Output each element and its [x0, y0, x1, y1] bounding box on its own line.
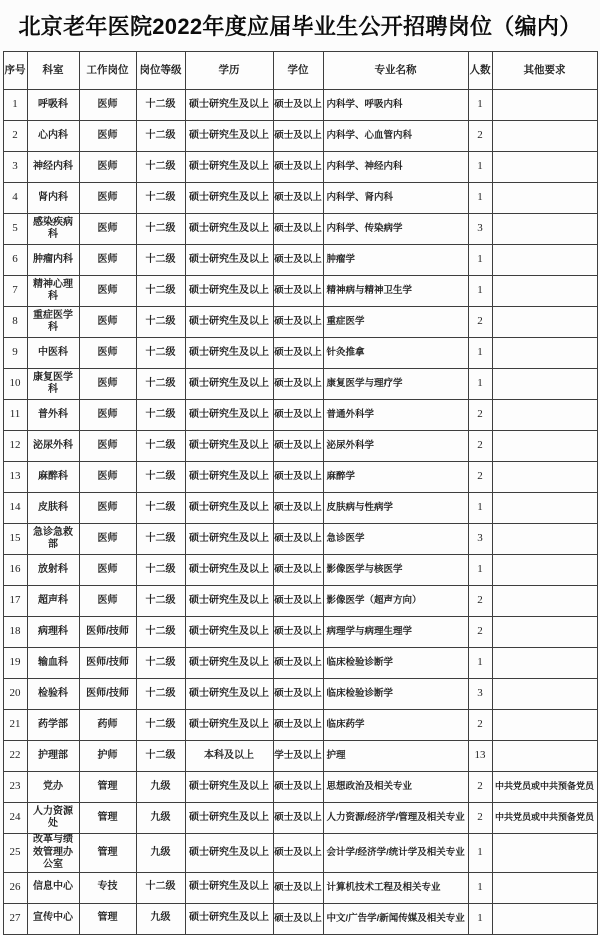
cell-post-level: 十二级: [136, 586, 185, 617]
cell-number: 19: [3, 648, 27, 679]
cell-other-req: [492, 524, 597, 555]
cell-other-req: [492, 214, 597, 245]
cell-headcount: 1: [468, 276, 492, 307]
cell-other-req: [492, 872, 597, 903]
table-row: [3, 903, 597, 934]
table-row: [3, 493, 597, 524]
cell-major: 临床检验诊断学: [323, 648, 468, 679]
cell-other-req: [492, 834, 597, 873]
cell-headcount: 3: [468, 524, 492, 555]
cell-headcount: 2: [468, 586, 492, 617]
cell-department: 信息中心: [27, 872, 79, 903]
cell-other-req: [492, 90, 597, 121]
cell-job-position: 管理: [79, 772, 136, 803]
cell-department: 康复医学科: [27, 369, 79, 400]
cell-other-req: [492, 462, 597, 493]
cell-department: 药学部: [27, 710, 79, 741]
table-row: [3, 524, 597, 555]
cell-major: 计算机技术工程及相关专业: [323, 872, 468, 903]
table-row: [3, 803, 597, 834]
cell-major: 思想政治及相关专业: [323, 772, 468, 803]
cell-department: 人力资源处: [27, 803, 79, 834]
cell-headcount: 1: [468, 152, 492, 183]
cell-education: 硕士研究生及以上: [185, 121, 273, 152]
cell-department: 心内科: [27, 121, 79, 152]
cell-degree: 硕士及以上: [273, 903, 323, 934]
cell-headcount: 1: [468, 555, 492, 586]
cell-education: 硕士研究生及以上: [185, 834, 273, 873]
cell-education: 本科及以上: [185, 741, 273, 772]
cell-degree: 硕士及以上: [273, 90, 323, 121]
cell-job-position: 管理: [79, 834, 136, 873]
cell-post-level: 九级: [136, 803, 185, 834]
cell-department: 皮肤科: [27, 493, 79, 524]
cell-department: 精神心理科: [27, 276, 79, 307]
cell-major: 皮肤病与性病学: [323, 493, 468, 524]
col-header-job: 工作岗位: [79, 52, 136, 90]
cell-education: 硕士研究生及以上: [185, 803, 273, 834]
cell-department: 普外科: [27, 400, 79, 431]
col-header-edu: 学历: [185, 52, 273, 90]
cell-major: 康复医学与理疗学: [323, 369, 468, 400]
cell-post-level: 十二级: [136, 462, 185, 493]
cell-degree: 硕士及以上: [273, 276, 323, 307]
cell-headcount: 2: [468, 400, 492, 431]
cell-major: 人力资源/经济学/管理及相关专业: [323, 803, 468, 834]
cell-education: 硕士研究生及以上: [185, 214, 273, 245]
cell-major: 病理学与病理生理学: [323, 617, 468, 648]
cell-job-position: 医师/技师: [79, 648, 136, 679]
cell-other-req: [492, 245, 597, 276]
col-header-degree: 学位: [273, 52, 323, 90]
cell-job-position: 管理: [79, 903, 136, 934]
cell-post-level: 十二级: [136, 152, 185, 183]
title-bar: [0, 0, 600, 51]
cell-number: 20: [3, 679, 27, 710]
table-body: [3, 90, 597, 935]
cell-post-level: 十二级: [136, 431, 185, 462]
cell-job-position: 医师: [79, 214, 136, 245]
cell-department: 检验科: [27, 679, 79, 710]
cell-job-position: 医师: [79, 245, 136, 276]
cell-headcount: 3: [468, 679, 492, 710]
cell-number: 3: [3, 152, 27, 183]
cell-major: 内科学、神经内科: [323, 152, 468, 183]
cell-headcount: 1: [468, 183, 492, 214]
cell-number: 4: [3, 183, 27, 214]
cell-number: 15: [3, 524, 27, 555]
cell-education: 硕士研究生及以上: [185, 555, 273, 586]
table-row: [3, 307, 597, 338]
table-row: [3, 772, 597, 803]
cell-headcount: 2: [468, 462, 492, 493]
cell-department: 感染疾病科: [27, 214, 79, 245]
cell-other-req: [492, 586, 597, 617]
cell-degree: 硕士及以上: [273, 183, 323, 214]
cell-major: 会计学/经济学/统计学及相关专业: [323, 834, 468, 873]
cell-degree: 硕士及以上: [273, 462, 323, 493]
cell-other-req: [492, 903, 597, 934]
cell-job-position: 医师: [79, 586, 136, 617]
cell-post-level: 十二级: [136, 245, 185, 276]
cell-number: 22: [3, 741, 27, 772]
cell-post-level: 十二级: [136, 214, 185, 245]
cell-job-position: 医师/技师: [79, 679, 136, 710]
cell-education: 硕士研究生及以上: [185, 617, 273, 648]
col-header-count: 人数: [468, 52, 492, 90]
cell-post-level: 十二级: [136, 307, 185, 338]
cell-department: 泌尿外科: [27, 431, 79, 462]
cell-other-req: [492, 307, 597, 338]
table-row: [3, 90, 597, 121]
cell-other-req: [492, 493, 597, 524]
cell-education: 硕士研究生及以上: [185, 152, 273, 183]
cell-number: 8: [3, 307, 27, 338]
cell-department: 放射科: [27, 555, 79, 586]
cell-other-req: 中共党员或中共预备党员: [492, 803, 597, 834]
cell-degree: 硕士及以上: [273, 307, 323, 338]
cell-department: 肾内科: [27, 183, 79, 214]
cell-department: 麻醉科: [27, 462, 79, 493]
col-header-no: 序号: [3, 52, 27, 90]
cell-post-level: 十二级: [136, 648, 185, 679]
cell-post-level: 十二级: [136, 617, 185, 648]
cell-department: 呼吸科: [27, 90, 79, 121]
cell-post-level: 十二级: [136, 679, 185, 710]
cell-other-req: [492, 710, 597, 741]
cell-major: 普通外科学: [323, 400, 468, 431]
cell-major: 肿瘤学: [323, 245, 468, 276]
cell-headcount: 2: [468, 617, 492, 648]
cell-headcount: 1: [468, 245, 492, 276]
cell-degree: 硕士及以上: [273, 338, 323, 369]
cell-number: 1: [3, 90, 27, 121]
col-header-level: 岗位等级: [136, 52, 185, 90]
cell-number: 6: [3, 245, 27, 276]
cell-number: 5: [3, 214, 27, 245]
cell-department: 改革与绩效管理办公室: [27, 834, 79, 873]
cell-post-level: 十二级: [136, 338, 185, 369]
table-row: [3, 710, 597, 741]
cell-degree: 硕士及以上: [273, 710, 323, 741]
table-row: [3, 648, 597, 679]
cell-job-position: 医师: [79, 338, 136, 369]
cell-department: 神经内科: [27, 152, 79, 183]
cell-degree: 硕士及以上: [273, 586, 323, 617]
cell-education: 硕士研究生及以上: [185, 903, 273, 934]
cell-job-position: 医师: [79, 493, 136, 524]
cell-headcount: 1: [468, 903, 492, 934]
cell-headcount: 1: [468, 872, 492, 903]
cell-education: 硕士研究生及以上: [185, 90, 273, 121]
cell-degree: 学士及以上: [273, 741, 323, 772]
cell-job-position: 专技: [79, 872, 136, 903]
cell-number: 21: [3, 710, 27, 741]
cell-headcount: 13: [468, 741, 492, 772]
cell-job-position: 医师: [79, 400, 136, 431]
cell-education: 硕士研究生及以上: [185, 524, 273, 555]
cell-education: 硕士研究生及以上: [185, 245, 273, 276]
cell-other-req: [492, 400, 597, 431]
cell-degree: 硕士及以上: [273, 803, 323, 834]
cell-post-level: 十二级: [136, 710, 185, 741]
cell-education: 硕士研究生及以上: [185, 307, 273, 338]
cell-job-position: 医师: [79, 90, 136, 121]
cell-number: 11: [3, 400, 27, 431]
cell-headcount: 1: [468, 369, 492, 400]
cell-education: 硕士研究生及以上: [185, 400, 273, 431]
cell-education: 硕士研究生及以上: [185, 431, 273, 462]
page-title: 北京老年医院2022年度应届毕业生公开招聘岗位（编内）: [18, 14, 582, 39]
table-row: [3, 245, 597, 276]
cell-other-req: [492, 369, 597, 400]
cell-department: 肿瘤内科: [27, 245, 79, 276]
cell-department: 急诊急救部: [27, 524, 79, 555]
cell-number: 16: [3, 555, 27, 586]
cell-job-position: 医师: [79, 555, 136, 586]
cell-major: 内科学、肾内科: [323, 183, 468, 214]
cell-department: 护理部: [27, 741, 79, 772]
cell-degree: 硕士及以上: [273, 555, 323, 586]
cell-number: 25: [3, 834, 27, 873]
cell-headcount: 1: [468, 493, 492, 524]
cell-headcount: 2: [468, 772, 492, 803]
cell-job-position: 管理: [79, 803, 136, 834]
cell-number: 14: [3, 493, 27, 524]
cell-job-position: 药师: [79, 710, 136, 741]
cell-degree: 硕士及以上: [273, 369, 323, 400]
cell-degree: 硕士及以上: [273, 872, 323, 903]
cell-major: 中文/广告学/新闻传媒及相关专业: [323, 903, 468, 934]
cell-major: 泌尿外科学: [323, 431, 468, 462]
table-row: [3, 431, 597, 462]
cell-other-req: [492, 617, 597, 648]
cell-major: 内科学、传染病学: [323, 214, 468, 245]
cell-post-level: 十二级: [136, 872, 185, 903]
cell-education: 硕士研究生及以上: [185, 462, 273, 493]
cell-post-level: 九级: [136, 772, 185, 803]
col-header-other: 其他要求: [492, 52, 597, 90]
cell-post-level: 十二级: [136, 183, 185, 214]
cell-post-level: 十二级: [136, 400, 185, 431]
cell-degree: 硕士及以上: [273, 679, 323, 710]
table-row: [3, 121, 597, 152]
table-row: [3, 872, 597, 903]
cell-education: 硕士研究生及以上: [185, 679, 273, 710]
table-row: [3, 586, 597, 617]
cell-degree: 硕士及以上: [273, 648, 323, 679]
cell-number: 18: [3, 617, 27, 648]
table-row: [3, 555, 597, 586]
cell-number: 7: [3, 276, 27, 307]
cell-major: 精神病与精神卫生学: [323, 276, 468, 307]
cell-post-level: 十二级: [136, 524, 185, 555]
cell-department: 党办: [27, 772, 79, 803]
cell-other-req: [492, 152, 597, 183]
cell-number: 26: [3, 872, 27, 903]
cell-post-level: 十二级: [136, 555, 185, 586]
cell-major: 临床药学: [323, 710, 468, 741]
cell-job-position: 医师: [79, 307, 136, 338]
cell-major: 影像医学与核医学: [323, 555, 468, 586]
cell-job-position: 医师: [79, 152, 136, 183]
cell-headcount: 1: [468, 90, 492, 121]
cell-headcount: 2: [468, 307, 492, 338]
cell-department: 超声科: [27, 586, 79, 617]
cell-education: 硕士研究生及以上: [185, 276, 273, 307]
cell-other-req: [492, 431, 597, 462]
cell-post-level: 十二级: [136, 493, 185, 524]
cell-other-req: [492, 338, 597, 369]
cell-education: 硕士研究生及以上: [185, 772, 273, 803]
cell-number: 24: [3, 803, 27, 834]
cell-education: 硕士研究生及以上: [185, 183, 273, 214]
cell-education: 硕士研究生及以上: [185, 493, 273, 524]
cell-education: 硕士研究生及以上: [185, 586, 273, 617]
cell-post-level: 十二级: [136, 741, 185, 772]
table-row: [3, 183, 597, 214]
cell-major: 临床检验诊断学: [323, 679, 468, 710]
cell-headcount: 2: [468, 803, 492, 834]
cell-post-level: 十二级: [136, 369, 185, 400]
cell-major: 针灸推拿: [323, 338, 468, 369]
cell-degree: 硕士及以上: [273, 524, 323, 555]
cell-degree: 硕士及以上: [273, 617, 323, 648]
cell-education: 硕士研究生及以上: [185, 338, 273, 369]
header-row: [3, 52, 597, 90]
cell-job-position: 医师: [79, 121, 136, 152]
cell-other-req: [492, 741, 597, 772]
cell-job-position: 医师: [79, 183, 136, 214]
cell-department: 病理科: [27, 617, 79, 648]
table-row: [3, 400, 597, 431]
cell-education: 硕士研究生及以上: [185, 710, 273, 741]
table-row: [3, 369, 597, 400]
cell-number: 17: [3, 586, 27, 617]
cell-degree: 硕士及以上: [273, 121, 323, 152]
cell-other-req: [492, 555, 597, 586]
col-header-dept: 科室: [27, 52, 79, 90]
recruitment-table: [3, 51, 598, 935]
cell-other-req: [492, 648, 597, 679]
cell-job-position: 医师: [79, 431, 136, 462]
cell-major: 内科学、心血管内科: [323, 121, 468, 152]
cell-degree: 硕士及以上: [273, 431, 323, 462]
cell-post-level: 十二级: [136, 276, 185, 307]
cell-number: 23: [3, 772, 27, 803]
cell-job-position: 医师/技师: [79, 617, 136, 648]
cell-headcount: 2: [468, 431, 492, 462]
cell-other-req: [492, 276, 597, 307]
cell-department: 重症医学科: [27, 307, 79, 338]
cell-number: 2: [3, 121, 27, 152]
cell-other-req: [492, 121, 597, 152]
table-row: [3, 276, 597, 307]
cell-major: 重症医学: [323, 307, 468, 338]
cell-major: 护理: [323, 741, 468, 772]
cell-job-position: 医师: [79, 524, 136, 555]
table-row: [3, 679, 597, 710]
cell-headcount: 1: [468, 648, 492, 679]
cell-degree: 硕士及以上: [273, 493, 323, 524]
table-row: [3, 741, 597, 772]
table-row: [3, 462, 597, 493]
table-row: [3, 617, 597, 648]
cell-education: 硕士研究生及以上: [185, 872, 273, 903]
cell-other-req: [492, 183, 597, 214]
table-row: [3, 214, 597, 245]
cell-department: 输血科: [27, 648, 79, 679]
cell-degree: 硕士及以上: [273, 772, 323, 803]
cell-education: 硕士研究生及以上: [185, 648, 273, 679]
cell-degree: 硕士及以上: [273, 834, 323, 873]
cell-post-level: 十二级: [136, 90, 185, 121]
cell-post-level: 十二级: [136, 121, 185, 152]
cell-number: 13: [3, 462, 27, 493]
cell-other-req: 中共党员或中共预备党员: [492, 772, 597, 803]
col-header-major: 专业名称: [323, 52, 468, 90]
table-row: [3, 338, 597, 369]
cell-department: 中医科: [27, 338, 79, 369]
cell-headcount: 1: [468, 338, 492, 369]
cell-number: 12: [3, 431, 27, 462]
cell-number: 10: [3, 369, 27, 400]
cell-headcount: 3: [468, 214, 492, 245]
cell-department: 宣传中心: [27, 903, 79, 934]
table-row: [3, 834, 597, 873]
table-row: [3, 152, 597, 183]
cell-job-position: 医师: [79, 369, 136, 400]
cell-degree: 硕士及以上: [273, 245, 323, 276]
cell-headcount: 2: [468, 121, 492, 152]
cell-degree: 硕士及以上: [273, 214, 323, 245]
cell-job-position: 护师: [79, 741, 136, 772]
cell-major: 影像医学（超声方向）: [323, 586, 468, 617]
cell-post-level: 九级: [136, 834, 185, 873]
cell-job-position: 医师: [79, 462, 136, 493]
cell-other-req: [492, 679, 597, 710]
cell-major: 内科学、呼吸内科: [323, 90, 468, 121]
cell-job-position: 医师: [79, 276, 136, 307]
cell-degree: 硕士及以上: [273, 152, 323, 183]
cell-number: 9: [3, 338, 27, 369]
cell-headcount: 1: [468, 834, 492, 873]
cell-number: 27: [3, 903, 27, 934]
cell-major: 麻醉学: [323, 462, 468, 493]
cell-post-level: 九级: [136, 903, 185, 934]
cell-headcount: 2: [468, 710, 492, 741]
cell-major: 急诊医学: [323, 524, 468, 555]
cell-education: 硕士研究生及以上: [185, 369, 273, 400]
cell-degree: 硕士及以上: [273, 400, 323, 431]
